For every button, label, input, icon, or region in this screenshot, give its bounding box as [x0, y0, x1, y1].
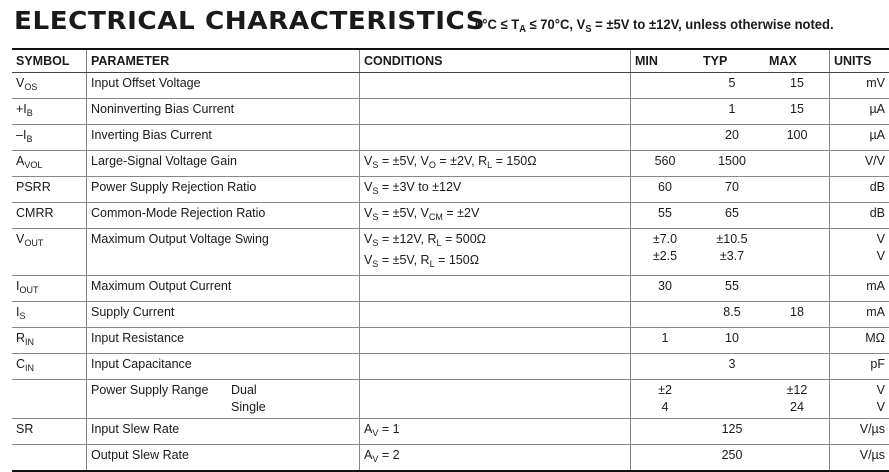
symbol-text: A — [16, 154, 24, 168]
cell-units — [830, 229, 889, 276]
max-value-stack — [769, 382, 825, 416]
cell-units: dB — [830, 177, 889, 203]
min-value: ±2.5 — [635, 248, 695, 265]
cell-symbol — [12, 354, 87, 380]
cell-symbol — [12, 99, 87, 125]
cell-min — [631, 354, 700, 380]
header-symbol: SYMBOL — [12, 49, 87, 73]
cell-min: 1 — [631, 328, 700, 354]
symbol-text: V — [16, 232, 24, 246]
table-row — [12, 73, 889, 99]
cell-parameter — [87, 354, 360, 380]
cell-conditions — [360, 276, 631, 302]
parameter-text: Large-Signal Voltage Gain — [91, 154, 237, 168]
table-row — [12, 302, 889, 328]
min-value: 4 — [635, 399, 695, 416]
symbol-subscript: IN — [25, 363, 34, 373]
table-row — [12, 203, 889, 229]
cell-min — [631, 125, 700, 151]
cell-parameter — [87, 177, 360, 203]
parameter-subitem: Dual — [231, 382, 266, 399]
header-typ: TYP — [699, 49, 765, 73]
header-row — [12, 49, 889, 73]
parameter-text: Noninverting Bias Current — [91, 102, 234, 116]
title-conditions — [475, 16, 834, 35]
cell-min: 60 — [631, 177, 700, 203]
condition-text: V — [364, 154, 372, 168]
parameter-subitem: Single — [231, 399, 266, 416]
cell-conditions — [360, 354, 631, 380]
unit-value: V — [834, 382, 885, 399]
title-cond-part: 0°C ≤ T — [475, 16, 519, 32]
symbol-subscript: B — [27, 108, 33, 118]
title-cond-sub: S — [585, 24, 591, 35]
cell-min — [631, 73, 700, 99]
cell-conditions — [360, 177, 631, 203]
cell-typ: 65 — [699, 203, 765, 229]
parameter-text: Power Supply Range — [91, 382, 231, 416]
cell-max: 100 — [765, 125, 830, 151]
cell-max: 18 — [765, 302, 830, 328]
symbol-text: V — [16, 76, 24, 90]
symbol-text: R — [16, 331, 25, 345]
cell-symbol — [12, 328, 87, 354]
condition-text: V — [364, 180, 372, 194]
cell-typ: 5 — [699, 73, 765, 99]
condition-text: = ±12V, R — [378, 232, 436, 246]
cell-parameter — [87, 229, 360, 276]
min-value-stack — [635, 231, 695, 265]
cell-parameter — [87, 99, 360, 125]
table-row — [12, 125, 889, 151]
parameter-text: Common-Mode Rejection Ratio — [91, 206, 265, 220]
unit-value-stack — [834, 382, 885, 416]
cell-typ: 8.5 — [699, 302, 765, 328]
cell-units: pF — [830, 354, 889, 380]
power-supply-range — [91, 382, 355, 416]
parameter-text: Inverting Bias Current — [91, 128, 212, 142]
table-row — [12, 229, 889, 276]
condition-subscript: S — [372, 186, 378, 196]
cell-parameter — [87, 445, 360, 472]
condition-text: = ±5V, R — [378, 253, 429, 267]
table-row — [12, 445, 889, 472]
cell-conditions — [360, 445, 631, 472]
cell-max — [765, 276, 830, 302]
condition-line — [364, 252, 626, 273]
condition-text: = 2 — [378, 448, 399, 462]
cell-parameter — [87, 151, 360, 177]
cell-max — [765, 328, 830, 354]
title-bar — [14, 6, 860, 40]
cell-max — [765, 354, 830, 380]
symbol-subscript: S — [19, 311, 25, 321]
condition-text: = ±2V, R — [436, 154, 487, 168]
parameter-text: Power Supply Rejection Ratio — [91, 180, 256, 194]
min-value-stack — [635, 382, 695, 416]
condition-subscript: L — [487, 160, 492, 170]
header-parameter: PARAMETER — [87, 49, 360, 73]
cell-max — [765, 151, 830, 177]
cell-conditions — [360, 419, 631, 445]
cell-max — [765, 203, 830, 229]
symbol-subscript: OUT — [19, 285, 38, 295]
cell-units: V/µs — [830, 419, 889, 445]
cell-symbol — [12, 419, 87, 445]
table-row — [12, 151, 889, 177]
parameter-text: Input Offset Voltage — [91, 76, 201, 90]
condition-subscript: V — [372, 428, 378, 438]
symbol-text: SR — [16, 422, 33, 436]
cell-typ: 1 — [699, 99, 765, 125]
cell-max: 15 — [765, 73, 830, 99]
cell-symbol — [12, 380, 87, 419]
min-value: ±7.0 — [635, 231, 695, 248]
cell-units: MΩ — [830, 328, 889, 354]
cell-parameter — [87, 419, 360, 445]
title-cond-part: ≤ 70°C, V — [526, 16, 585, 32]
cell-typ — [699, 229, 765, 276]
unit-value: V — [834, 399, 885, 416]
cell-typ: 1500 — [699, 151, 765, 177]
cell-symbol — [12, 151, 87, 177]
cell-units: dB — [830, 203, 889, 229]
condition-text: = ±3V to ±12V — [378, 180, 461, 194]
cell-parameter — [87, 302, 360, 328]
condition-text: = 150Ω — [435, 253, 479, 267]
parameter-text: Output Slew Rate — [91, 448, 189, 462]
typ-value: ±10.5 — [703, 231, 761, 248]
typ-value: ±3.7 — [703, 248, 761, 265]
cell-symbol — [12, 203, 87, 229]
cell-min: 30 — [631, 276, 700, 302]
condition-text: V — [364, 253, 372, 267]
unit-value-stack — [834, 231, 885, 265]
symbol-text: PSRR — [16, 180, 51, 194]
parameter-text: Input Resistance — [91, 331, 184, 345]
page-title: ELECTRICAL CHARACTERISTICS — [14, 6, 485, 35]
cell-typ: 20 — [699, 125, 765, 151]
symbol-text: –I — [16, 128, 26, 142]
condition-text: = ±5V, V — [378, 206, 429, 220]
condition-subscript: L — [430, 259, 435, 269]
header-min: MIN — [631, 49, 700, 73]
cell-symbol — [12, 229, 87, 276]
cell-symbol — [12, 445, 87, 472]
min-value: ±2 — [635, 382, 695, 399]
condition-text: V — [364, 206, 372, 220]
symbol-subscript: VOL — [24, 160, 42, 170]
cell-parameter — [87, 203, 360, 229]
cell-min — [631, 380, 700, 419]
condition-subscript: S — [372, 259, 378, 269]
cell-max — [765, 380, 830, 419]
spec-table — [12, 48, 889, 472]
parameter-text: Input Capacitance — [91, 357, 192, 371]
table-row — [12, 276, 889, 302]
condition-subscript: CM — [429, 212, 443, 222]
cell-parameter — [87, 380, 360, 419]
cell-min — [631, 419, 700, 445]
condition-text: = ±2V — [443, 206, 479, 220]
cell-units — [830, 380, 889, 419]
cell-typ: 250 — [699, 445, 765, 472]
header-units: UNITS — [830, 49, 889, 73]
cell-conditions — [360, 302, 631, 328]
condition-subscript: V — [372, 454, 378, 464]
cell-typ: 125 — [699, 419, 765, 445]
cell-typ: 55 — [699, 276, 765, 302]
max-value: 24 — [769, 399, 825, 416]
cell-max — [765, 419, 830, 445]
symbol-text: I — [16, 305, 19, 319]
cell-conditions — [360, 73, 631, 99]
parameter-text: Maximum Output Voltage Swing — [91, 232, 269, 246]
cell-units: µA — [830, 125, 889, 151]
cell-max — [765, 229, 830, 276]
unit-value: V — [834, 231, 885, 248]
parameter-subitems — [231, 382, 266, 416]
title-cond-sub: A — [519, 24, 526, 35]
condition-text: = ±5V, V — [378, 154, 429, 168]
cell-min: 560 — [631, 151, 700, 177]
cell-conditions — [360, 380, 631, 419]
cell-parameter — [87, 276, 360, 302]
table-row — [12, 328, 889, 354]
cell-units: µA — [830, 99, 889, 125]
cell-conditions — [360, 125, 631, 151]
condition-text: V — [364, 232, 372, 246]
cell-min — [631, 229, 700, 276]
cell-conditions — [360, 151, 631, 177]
cell-units: mA — [830, 276, 889, 302]
cell-symbol — [12, 73, 87, 99]
cell-parameter — [87, 125, 360, 151]
table-row — [12, 419, 889, 445]
symbol-text: C — [16, 357, 25, 371]
header-max: MAX — [765, 49, 830, 73]
condition-line — [364, 231, 626, 252]
table-row — [12, 177, 889, 203]
parameter-text: Input Slew Rate — [91, 422, 179, 436]
cell-conditions — [360, 203, 631, 229]
cell-min — [631, 302, 700, 328]
cell-symbol — [12, 276, 87, 302]
parameter-text: Supply Current — [91, 305, 174, 319]
cell-max — [765, 177, 830, 203]
symbol-text: +I — [16, 102, 27, 116]
header-conditions: CONDITIONS — [360, 49, 631, 73]
typ-value-stack — [703, 231, 761, 265]
condition-text: = 1 — [378, 422, 399, 436]
cell-typ — [699, 380, 765, 419]
condition-subscript: S — [372, 160, 378, 170]
symbol-subscript: OS — [24, 82, 37, 92]
condition-text: A — [364, 422, 372, 436]
cell-conditions — [360, 328, 631, 354]
spec-table-body — [12, 73, 889, 472]
symbol-subscript: IN — [25, 337, 34, 347]
cell-units: mA — [830, 302, 889, 328]
table-row — [12, 380, 889, 419]
title-cond-part: = ±5V to ±12V, unless otherwise noted. — [591, 16, 833, 32]
cell-conditions — [360, 99, 631, 125]
cell-units: V/µs — [830, 445, 889, 472]
condition-subscript: S — [372, 238, 378, 248]
symbol-subscript: B — [26, 134, 32, 144]
cell-units: V/V — [830, 151, 889, 177]
parameter-text: Maximum Output Current — [91, 279, 231, 293]
condition-subscript: L — [437, 238, 442, 248]
cell-parameter — [87, 73, 360, 99]
cell-typ: 3 — [699, 354, 765, 380]
condition-text: = 500Ω — [442, 232, 486, 246]
symbol-subscript: OUT — [24, 238, 43, 248]
max-value: ±12 — [769, 382, 825, 399]
cell-parameter — [87, 328, 360, 354]
cell-typ: 70 — [699, 177, 765, 203]
cell-conditions — [360, 229, 631, 276]
unit-value: V — [834, 248, 885, 265]
condition-subscript: S — [372, 212, 378, 222]
condition-text: A — [364, 448, 372, 462]
cell-symbol — [12, 302, 87, 328]
cell-symbol — [12, 125, 87, 151]
condition-subscript: O — [429, 160, 436, 170]
cell-max: 15 — [765, 99, 830, 125]
symbol-text: CMRR — [16, 206, 54, 220]
cell-units: mV — [830, 73, 889, 99]
cell-max — [765, 445, 830, 472]
cell-min — [631, 99, 700, 125]
condition-text: = 150Ω — [492, 154, 536, 168]
table-row — [12, 99, 889, 125]
table-row — [12, 354, 889, 380]
cell-min: 55 — [631, 203, 700, 229]
symbol-text: I — [16, 279, 19, 293]
cell-typ: 10 — [699, 328, 765, 354]
cell-symbol — [12, 177, 87, 203]
cell-min — [631, 445, 700, 472]
